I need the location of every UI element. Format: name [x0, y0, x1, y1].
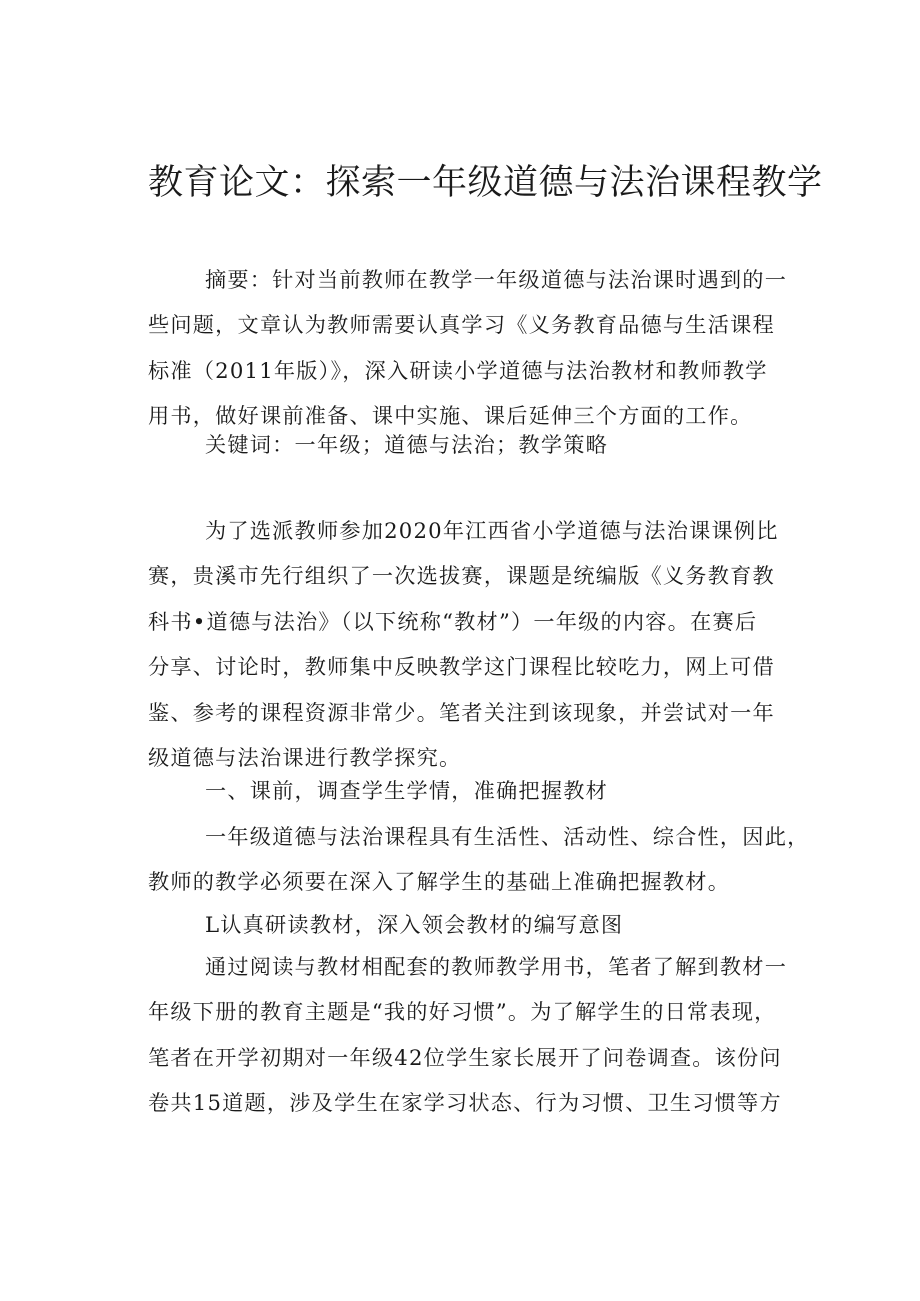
intro-line: 鉴、参考的课程资源非常少。笔者关注到该现象，并尝试对一年: [148, 699, 775, 725]
section1-paragraph: [148, 814, 810, 905]
abstract-paragraph: [148, 257, 810, 439]
intro-line: 科书•道德与法治》（以下统称“教材”）一年级的内容。在赛后: [148, 608, 758, 634]
intro-line: 为了选派教师参加2020年江西省小学道德与法治课课例比: [205, 518, 779, 543]
section1-heading: [148, 768, 810, 813]
document-title: 教育论文：探索一年级道德与法治课程教学: [148, 163, 823, 203]
keywords-line: 关键词：一年级；道德与法治；教学策略: [205, 432, 608, 457]
keywords-paragraph: [148, 422, 810, 467]
subsection1-heading: [148, 902, 810, 947]
subsection-heading-line: L认真研读教材，深入领会教材的编写意图: [205, 912, 624, 937]
section-heading-line: 一、课前，调查学生学情，准确把握教材: [205, 778, 608, 803]
abstract-line: 些问题，文章认为教师需要认真学习《义务教育品德与生活课程: [148, 312, 775, 338]
subsection1-line: 年级下册的教育主题是“我的好习惯”。为了解学生的日常表现，: [148, 999, 777, 1025]
intro-paragraph: [148, 508, 810, 780]
intro-line: 分享、讨论时，教师集中反映教学这门课程比较吃力，网上可借: [148, 654, 775, 680]
section1-line: 教师的教学必须要在深入了解学生的基础上准确把握教材。: [148, 869, 731, 895]
section1-line: 一年级道德与法治课程具有生活性、活动性、综合性，因此，: [205, 824, 810, 849]
intro-line: 级道德与法治课进行教学探究。: [148, 745, 462, 771]
subsection1-line: 通过阅读与教材相配套的教师教学用书，笔者了解到教材一: [205, 954, 788, 979]
subsection1-paragraph: [148, 944, 810, 1126]
subsection1-line: 笔者在开学初期对一年级42位学生家长展开了问卷调查。该份问: [148, 1044, 782, 1070]
abstract-line: 标准（2011年版）》，深入研读小学道德与法治教材和教师教学: [148, 357, 768, 383]
abstract-line: 用书，做好课前准备、课中实施、课后延伸三个方面的工作。: [148, 403, 753, 429]
subsection1-line: 卷共15道题，涉及学生在家学习状态、行为习惯、卫生习惯等方: [148, 1090, 782, 1116]
intro-line: 赛，贵溪市先行组织了一次选拔赛，课题是统编版《义务教育教: [148, 563, 775, 589]
abstract-line: 摘要：针对当前教师在教学一年级道德与法治课时遇到的一: [205, 267, 788, 292]
